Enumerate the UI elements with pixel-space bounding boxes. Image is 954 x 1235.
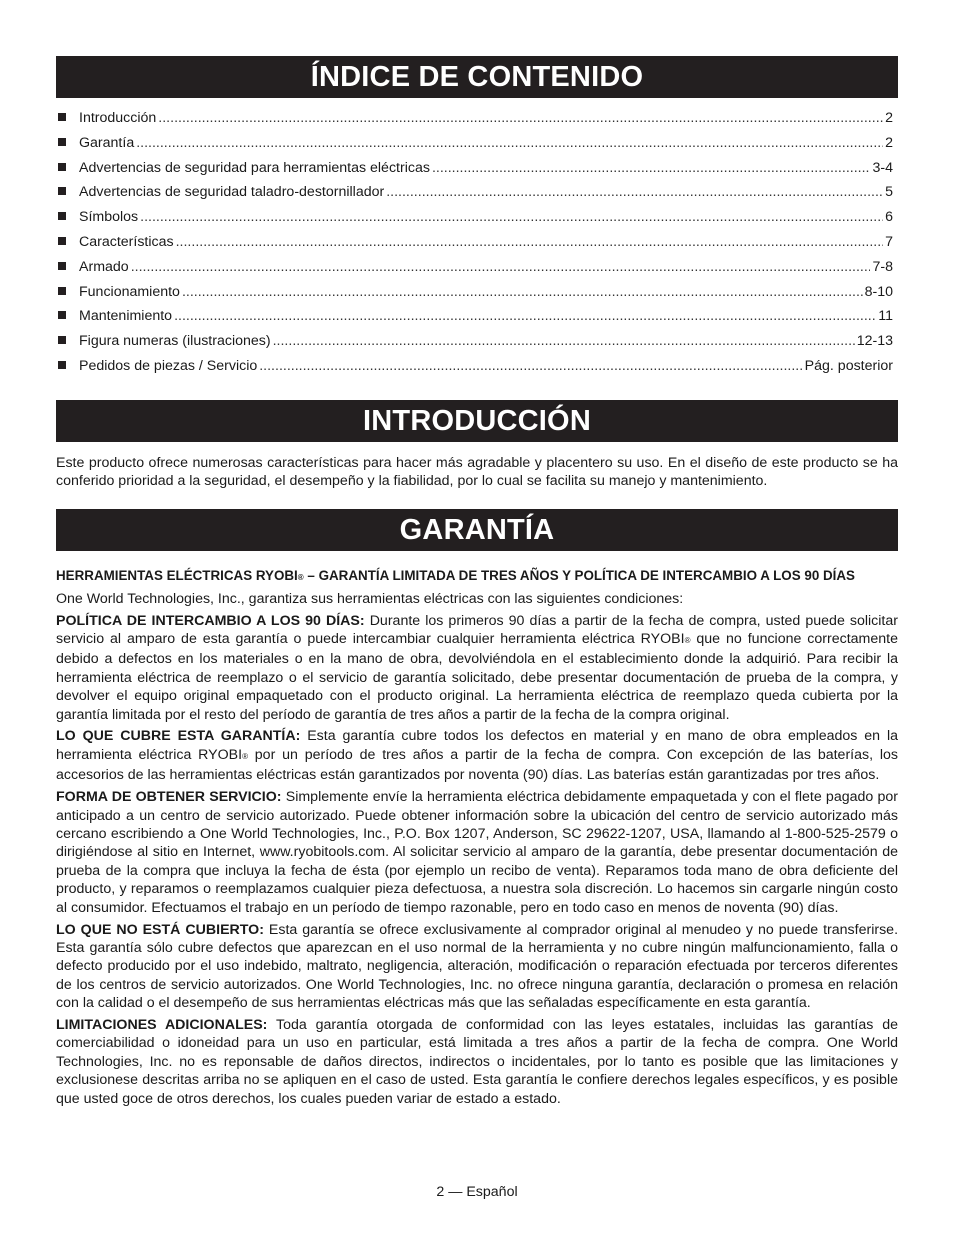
square-bullet-icon bbox=[58, 187, 66, 195]
service-paragraph bbox=[56, 788, 898, 917]
table-of-contents bbox=[58, 110, 893, 383]
toc-item bbox=[58, 358, 893, 383]
toc-item bbox=[58, 234, 893, 259]
toc-item-page: 11 bbox=[878, 308, 893, 325]
square-bullet-icon bbox=[58, 237, 66, 245]
square-bullet-icon bbox=[58, 262, 66, 270]
toc-item bbox=[58, 333, 893, 358]
coverage-paragraph bbox=[56, 727, 898, 784]
intro-paragraph: Este producto ofrece numerosas características para hacer más agradable y placentero su uso. En el diseño de este producto se ha conferido prioridad a la seguridad, el desempeño y la fiabilidad, por lo cual se facilita su manejo y mantenimiento. bbox=[56, 455, 898, 489]
toc-dot-leader bbox=[174, 308, 876, 324]
coverage-text-b: por un período de tres años a partir de la fecha de compra. Con excepción de las baterías, los accesorios de las herramientas eléctricas están garantizados por noventa (90) días. Las baterías están garantizadas por tres años. bbox=[56, 746, 898, 784]
toc-item-page: 5 bbox=[885, 184, 893, 201]
toc-item-page: 7 bbox=[885, 233, 893, 250]
coverage-text-a: Esta garantía cubre todos los defectos en material y en mano de obra empleados en la herramienta eléctrica RYOBI bbox=[56, 728, 898, 763]
warranty-body bbox=[56, 567, 898, 1108]
toc-item-title: Funcionamiento bbox=[79, 283, 180, 300]
toc-dot-leader bbox=[176, 234, 884, 250]
exchange-policy-text-a: Durante los primeros 90 días a partir de la fecha de compra, usted puede solicitar servicio al amparo de esta garantía o puede intercambiar cualquier herramienta eléctrica RYOBI bbox=[56, 612, 898, 647]
warranty-heading: GARANTÍA bbox=[56, 509, 898, 551]
not-covered-label: LO QUE NO ESTÁ CUBIERTO: bbox=[56, 921, 264, 938]
toc-item bbox=[58, 135, 893, 160]
toc-item-title: Pedidos de piezas / Servicio bbox=[79, 357, 258, 374]
square-bullet-icon bbox=[58, 138, 66, 146]
registered-mark: ® bbox=[242, 751, 248, 761]
toc-dot-leader bbox=[259, 358, 802, 374]
toc-item-title: Garantía bbox=[79, 134, 135, 151]
toc-dot-leader bbox=[386, 184, 883, 200]
service-text: Simplemente envíe la herramienta eléctrica debidamente empaquetada y con el flete pagado por anticipado a un centro de servicio autorizado. Puede obtener información sobre la ubicación del centro de servicio autorizado más cercano escribiendo a One World Technologies, Inc., P.O. Box 1207, Anderson, SC 29622-1207, USA, llamando al 1-800-525-2579 o dirigiéndose al sitio en Internet, www.ryobitools.com. Al solicitar servicio al amparo de la garantía, debe presentar documentación de prueba de la compra que incluya la fecha de ésta (por ejemplo un recibo de venta). Reparamos toda mano de obra deficiente del producto, y reparamos o reemplazamos cualquier pieza defectuosa, a nuestra sola discreción. Lo hacemos sin cargarle ningún costo al consumidor. Efectuamos el trabajo en un período de tiempo razonable, pero en todo caso en menos de noventa (90) días. bbox=[56, 789, 899, 916]
warranty-subtitle bbox=[56, 567, 898, 587]
square-bullet-icon bbox=[58, 212, 66, 220]
toc-dot-leader bbox=[432, 160, 871, 176]
toc-item-title: Introducción bbox=[79, 110, 157, 126]
toc-item bbox=[58, 160, 893, 185]
toc-dot-leader bbox=[273, 333, 855, 349]
warranty-conditions: One World Technologies, Inc., garantiza sus herramientas eléctricas con las siguientes condiciones: bbox=[56, 590, 684, 607]
toc-dot-leader bbox=[182, 284, 863, 300]
intro-heading: INTRODUCCIÓN bbox=[56, 400, 898, 442]
toc-dot-leader bbox=[136, 135, 883, 151]
toc-dot-leader bbox=[140, 209, 883, 225]
toc-item bbox=[58, 110, 893, 135]
page-footer: 2 — Español bbox=[436, 1184, 518, 1200]
coverage-label: LO QUE CUBRE ESTA GARANTÍA: bbox=[56, 728, 301, 745]
toc-item-title: Mantenimiento bbox=[79, 308, 173, 325]
toc-item-title: Características bbox=[79, 233, 174, 250]
not-covered-paragraph bbox=[56, 921, 898, 1013]
toc-item bbox=[58, 209, 893, 234]
registered-mark: ® bbox=[297, 573, 304, 582]
square-bullet-icon bbox=[58, 113, 66, 121]
limitations-label: LIMITACIONES ADICIONALES: bbox=[56, 1017, 268, 1034]
toc-item-page: 8-10 bbox=[864, 283, 893, 300]
toc-item-page: 6 bbox=[885, 209, 893, 226]
square-bullet-icon bbox=[58, 361, 66, 369]
toc-heading: ÍNDICE DE CONTENIDO bbox=[56, 56, 898, 98]
exchange-policy-text-b: que no funcione correctamente debido a defectos en los materiales o en la mano de obra, devolviéndola en el establecimiento donde la adquirió. Para recibir la herramienta eléctrica de reemplazo o el servicio de garantía solicitado, debe presentar documentación de prueba de la compra, y devolver el equipo original empaquetado con el producto original. La herramienta eléctrica de reemplazo queda cubierta por la garantía limitada por el resto del período de garantía de tres años a partir de la fecha de la compra original. bbox=[56, 630, 898, 723]
limitations-paragraph bbox=[56, 1016, 898, 1108]
toc-dot-leader bbox=[131, 259, 871, 275]
toc-item-title: Símbolos bbox=[79, 209, 139, 226]
toc-item bbox=[58, 308, 893, 333]
toc-item-page: Pág. posterior bbox=[804, 357, 893, 374]
square-bullet-icon bbox=[58, 287, 66, 295]
exchange-policy-label: POLÍTICA DE INTERCAMBIO A LOS 90 DÍAS: bbox=[56, 612, 365, 629]
square-bullet-icon bbox=[58, 163, 66, 171]
square-bullet-icon bbox=[58, 311, 66, 319]
toc-item bbox=[58, 259, 893, 284]
toc-item-title: Advertencias de seguridad para herramientas eléctricas bbox=[79, 159, 430, 176]
registered-mark: ® bbox=[684, 635, 691, 645]
toc-item bbox=[58, 184, 893, 209]
warranty-subtitle-b: – GARANTÍA LIMITADA DE TRES AÑOS Y POLÍTICA DE INTERCAMBIO A LOS 90 DÍAS bbox=[303, 568, 855, 583]
not-covered-text: Esta garantía se ofrece exclusivamente al comprador original al menudeo y no puede transferirse. Esta garantía sólo cubre defectos que aparezcan en el uso normal de la herramienta y no cubre ningún malfuncionamiento, falla o defecto producido por el uso indebido, maltrato, negligencia, alteración, modificación o reparación efectuada por terceros diferentes de los centros de servicio autorizados. One World Technologies, Inc. no ofrece ninguna garantía, declaración o promesa en relación con la calidad o el desempeño de sus herramientas eléctricas más que las señaladas específicamente en esta garantía. bbox=[56, 921, 899, 1012]
limitations-text: Toda garantía otorgada de conformidad con las leyes estatales, incluidas las garantías de comerciabilidad o idoneidad para un uso en particular, está limitada a tres años a partir de la fecha de compra. One World Technologies, Inc. no es reponsable de daños directos, indirectos o incidentales, por lo tanto es posible que las limitaciones y exclusionese descritas arriba no se apliquen en el caso de usted. Esta garantía le confiere derechos legales específicos, y es posible que usted goce de otros derechos, los cuales pueden variar de estado a estado. bbox=[56, 1017, 898, 1107]
square-bullet-icon bbox=[58, 336, 66, 344]
toc-item-title: Advertencias de seguridad taladro-destornillador bbox=[79, 184, 385, 201]
toc-item-page: 12-13 bbox=[856, 333, 893, 350]
toc-item-page: 3-4 bbox=[872, 159, 893, 176]
toc-item-title: Figura numeras (ilustraciones) bbox=[79, 333, 271, 350]
exchange-policy-paragraph bbox=[56, 612, 898, 724]
toc-item-page: 2 bbox=[885, 134, 893, 151]
toc-item-page: 7-8 bbox=[872, 258, 893, 275]
toc-item-page: 2 bbox=[885, 110, 893, 126]
toc-item bbox=[58, 284, 893, 309]
toc-item-title: Armado bbox=[79, 258, 129, 275]
warranty-subtitle-a: HERRAMIENTAS ELÉCTRICAS RYOBI bbox=[56, 568, 298, 583]
toc-dot-leader bbox=[158, 110, 883, 126]
service-label: FORMA DE OBTENER SERVICIO: bbox=[56, 789, 282, 806]
